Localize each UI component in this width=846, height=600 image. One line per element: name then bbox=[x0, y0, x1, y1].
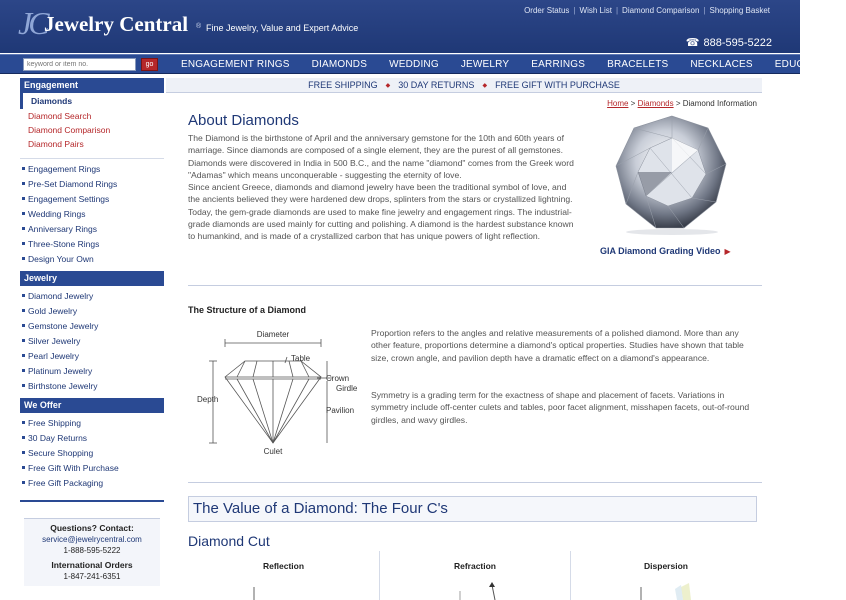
sidebar-item-pre-set-rings[interactable]: Pre-Set Diamond Rings bbox=[20, 177, 164, 192]
sidebar-item-30-day-returns[interactable]: 30 Day Returns bbox=[20, 431, 164, 446]
gia-video-link[interactable] bbox=[600, 246, 731, 256]
nav-wedding[interactable]: WEDDING bbox=[389, 59, 439, 70]
label-depth: Depth bbox=[197, 395, 219, 404]
dispersion-label: Dispersion bbox=[644, 561, 688, 571]
sidebar-item-wedding-rings[interactable]: Wedding Rings bbox=[20, 207, 164, 222]
reflection-label: Reflection bbox=[262, 561, 305, 571]
header-phone bbox=[686, 36, 772, 49]
sidebar-item-birthstone-jewelry[interactable]: Birthstone Jewelry bbox=[20, 379, 164, 394]
main-nav bbox=[0, 54, 835, 74]
sidebar-item-secure-shopping[interactable]: Secure Shopping bbox=[20, 446, 164, 461]
sidebar-item-free-gift[interactable]: Free Gift With Purchase bbox=[20, 461, 164, 476]
breadcrumb-home[interactable]: Home bbox=[607, 99, 629, 108]
nav-necklaces[interactable]: NECKLACES bbox=[690, 59, 753, 70]
logo-name[interactable]: Jewelry Central bbox=[44, 12, 189, 36]
sidebar-item-silver-jewelry[interactable]: Silver Jewelry bbox=[20, 334, 164, 349]
promo-strip bbox=[166, 78, 762, 93]
breadcrumb-current: Diamond Information bbox=[682, 99, 757, 108]
structure-title: The Structure of a Diamond bbox=[188, 305, 307, 315]
cut-column-dispersion bbox=[570, 551, 761, 600]
diamond-bullet-icon: ◆ bbox=[385, 82, 391, 89]
promo-30-day-returns[interactable]: 30 DAY RETURNS bbox=[398, 80, 475, 90]
proportion-paragraph: Proportion refers to the angles and relative measurements of a polished diamond. More than any other feature, proportions determine a diamond's optical properties. Studies have shown that table size, crown angle, and pavilion depth have a dramatic effect on a diamond's appearance. bbox=[371, 328, 744, 363]
sidebar-item-three-stone-rings[interactable]: Three-Stone Rings bbox=[20, 237, 164, 252]
top-links bbox=[524, 6, 770, 15]
search-input[interactable] bbox=[23, 58, 136, 71]
sidebar-item-engagement-settings[interactable]: Engagement Settings bbox=[20, 192, 164, 207]
symmetry-paragraph: Symmetry is a grading term for the exactness of shape and placement of facets. Variations in symmetry include off-center culets and tables, poor facet alignment, misshapen facets, out-of-round girdles, and wavy girdles. bbox=[371, 390, 750, 425]
intro-paragraph-2: Since ancient Greece, diamonds and diamond jewelry have been the traditional symbol of love, and the ancients believed they were hardened dew drops, splinters from the stars or crystallized lightning. Today, the gem-grade diamonds are used to make fine jewelry and engagement rings. The industrial-grade diamonds are used mainly for cutting and polishing. A diamond is the hardest substance known to humankind, and is made of a crystallized carbon that has unique powers of light reflection. bbox=[188, 182, 574, 242]
promo-free-gift[interactable]: FREE GIFT WITH PURCHASE bbox=[495, 80, 620, 90]
divider bbox=[188, 482, 762, 483]
breadcrumb-separator: > bbox=[630, 99, 636, 108]
phone-number: 888-595-5222 bbox=[703, 37, 772, 49]
refraction-label: Refraction bbox=[453, 561, 497, 571]
nav-jewelry[interactable]: JEWELRY bbox=[460, 59, 510, 70]
order-status-link[interactable]: Order Status bbox=[524, 6, 570, 15]
label-pavilion: Pavilion bbox=[326, 406, 355, 415]
page-title: About Diamonds bbox=[188, 112, 299, 129]
contact-email-link[interactable]: service@jewelrycentral.com bbox=[42, 535, 142, 544]
sidebar-item-diamond-search[interactable]: Diamond Search bbox=[28, 111, 92, 121]
intro-text bbox=[188, 132, 578, 243]
logo-mark[interactable]: JC bbox=[18, 5, 46, 41]
divider bbox=[188, 285, 762, 286]
reflection-diagram bbox=[188, 579, 379, 600]
contact-title: Questions? Contact: bbox=[50, 523, 134, 533]
diamond-image[interactable] bbox=[612, 112, 732, 236]
sidebar-item-pearl-jewelry[interactable]: Pearl Jewelry bbox=[20, 349, 164, 364]
divider bbox=[20, 151, 164, 159]
breadcrumb-diamonds[interactable]: Diamonds bbox=[637, 99, 674, 108]
nav-engagement-rings[interactable]: ENGAGEMENT RINGS bbox=[181, 59, 290, 70]
sidebar-item-diamond-pairs[interactable]: Diamond Pairs bbox=[28, 139, 84, 149]
nav-diamonds[interactable]: DIAMONDS bbox=[311, 59, 368, 70]
sidebar-item-diamond-comparison[interactable]: Diamond Comparison bbox=[28, 125, 111, 135]
nav-earrings[interactable]: EARRINGS bbox=[531, 59, 586, 70]
label-crown: Crown bbox=[326, 374, 350, 383]
international-phone: 1-847-241-6351 bbox=[63, 572, 121, 581]
promo-free-shipping[interactable]: FREE SHIPPING bbox=[308, 80, 378, 90]
breadcrumb bbox=[500, 99, 757, 108]
diamond-cut-heading: Diamond Cut bbox=[188, 533, 270, 549]
sidebar-item-engagement-rings[interactable]: Engagement Rings bbox=[20, 162, 164, 177]
nav-bracelets[interactable]: BRACELETS bbox=[607, 59, 669, 70]
separator: | bbox=[573, 6, 576, 15]
diamond-structure-diagram bbox=[195, 325, 365, 455]
sidebar-heading-engagement: Engagement bbox=[20, 78, 164, 93]
telephone-icon: ☎ bbox=[685, 37, 700, 49]
contact-box bbox=[20, 500, 164, 600]
sidebar-item-diamond-jewelry[interactable]: Diamond Jewelry bbox=[20, 289, 164, 304]
diamond-comparison-link[interactable]: Diamond Comparison bbox=[622, 6, 700, 15]
dispersion-diagram bbox=[571, 579, 762, 600]
sidebar-item-gemstone-jewelry[interactable]: Gemstone Jewelry bbox=[20, 319, 164, 334]
gia-video-label: GIA Diamond Grading Video bbox=[600, 246, 721, 256]
sidebar-item-anniversary-rings[interactable]: Anniversary Rings bbox=[20, 222, 164, 237]
separator: | bbox=[703, 6, 706, 15]
separator: | bbox=[615, 6, 619, 15]
cut-columns bbox=[188, 551, 762, 600]
international-orders-title: International Orders bbox=[51, 560, 133, 570]
tagline: Fine Jewelry, Value and Expert Advice bbox=[206, 23, 359, 33]
sidebar-item-free-gift-packaging[interactable]: Free Gift Packaging bbox=[20, 476, 164, 491]
cut-column-reflection bbox=[188, 551, 379, 600]
sidebar-heading-jewelry: Jewelry bbox=[20, 271, 164, 286]
contact-box-inner bbox=[24, 518, 160, 586]
sidebar-item-platinum-jewelry[interactable]: Platinum Jewelry bbox=[20, 364, 164, 379]
sidebar-item-design-your-own[interactable]: Design Your Own bbox=[20, 252, 164, 267]
refraction-diagram bbox=[380, 579, 571, 600]
search-go-button[interactable]: go bbox=[141, 58, 158, 71]
label-culet: Culet bbox=[263, 447, 283, 456]
arrow-right-icon: ▶ bbox=[724, 247, 731, 256]
nav-items bbox=[170, 55, 846, 75]
breadcrumb-separator: > bbox=[675, 99, 681, 108]
sidebar bbox=[20, 78, 164, 491]
four-cs-heading: The Value of a Diamond: The Four C's bbox=[188, 496, 757, 522]
intro-paragraph-1: The Diamond is the birthstone of April and the anniversary gemstone for the 10th and 60th years of marriage. Since diamonds are composed of a single element, they are the purest of all gemstones. Diamonds were discovered in India in 500 B.C., and the name "diamond" comes from the Greek word "Adamas" which means unconquerable - suggesting the eternity of love. bbox=[188, 133, 574, 180]
wish-list-link[interactable]: Wish List bbox=[579, 6, 612, 15]
label-girdle: Girdle bbox=[336, 384, 358, 393]
registered-mark: ® bbox=[196, 23, 202, 30]
sidebar-item-free-shipping[interactable]: Free Shipping bbox=[20, 416, 164, 431]
diamond-bullet-icon: ◆ bbox=[482, 82, 488, 89]
nav-education[interactable]: EDUCATION bbox=[774, 59, 835, 70]
sidebar-heading-we-offer: We Offer bbox=[20, 398, 164, 413]
cut-column-refraction bbox=[379, 551, 570, 600]
contact-phone: 1-888-595-5222 bbox=[63, 546, 121, 555]
site-header bbox=[0, 0, 800, 53]
label-table: Table bbox=[291, 354, 311, 363]
sidebar-item-gold-jewelry[interactable]: Gold Jewelry bbox=[20, 304, 164, 319]
shopping-basket-link[interactable]: Shopping Basket bbox=[709, 6, 770, 15]
sidebar-item-diamonds[interactable]: Diamonds bbox=[20, 93, 164, 109]
label-diameter: Diameter bbox=[256, 330, 290, 339]
